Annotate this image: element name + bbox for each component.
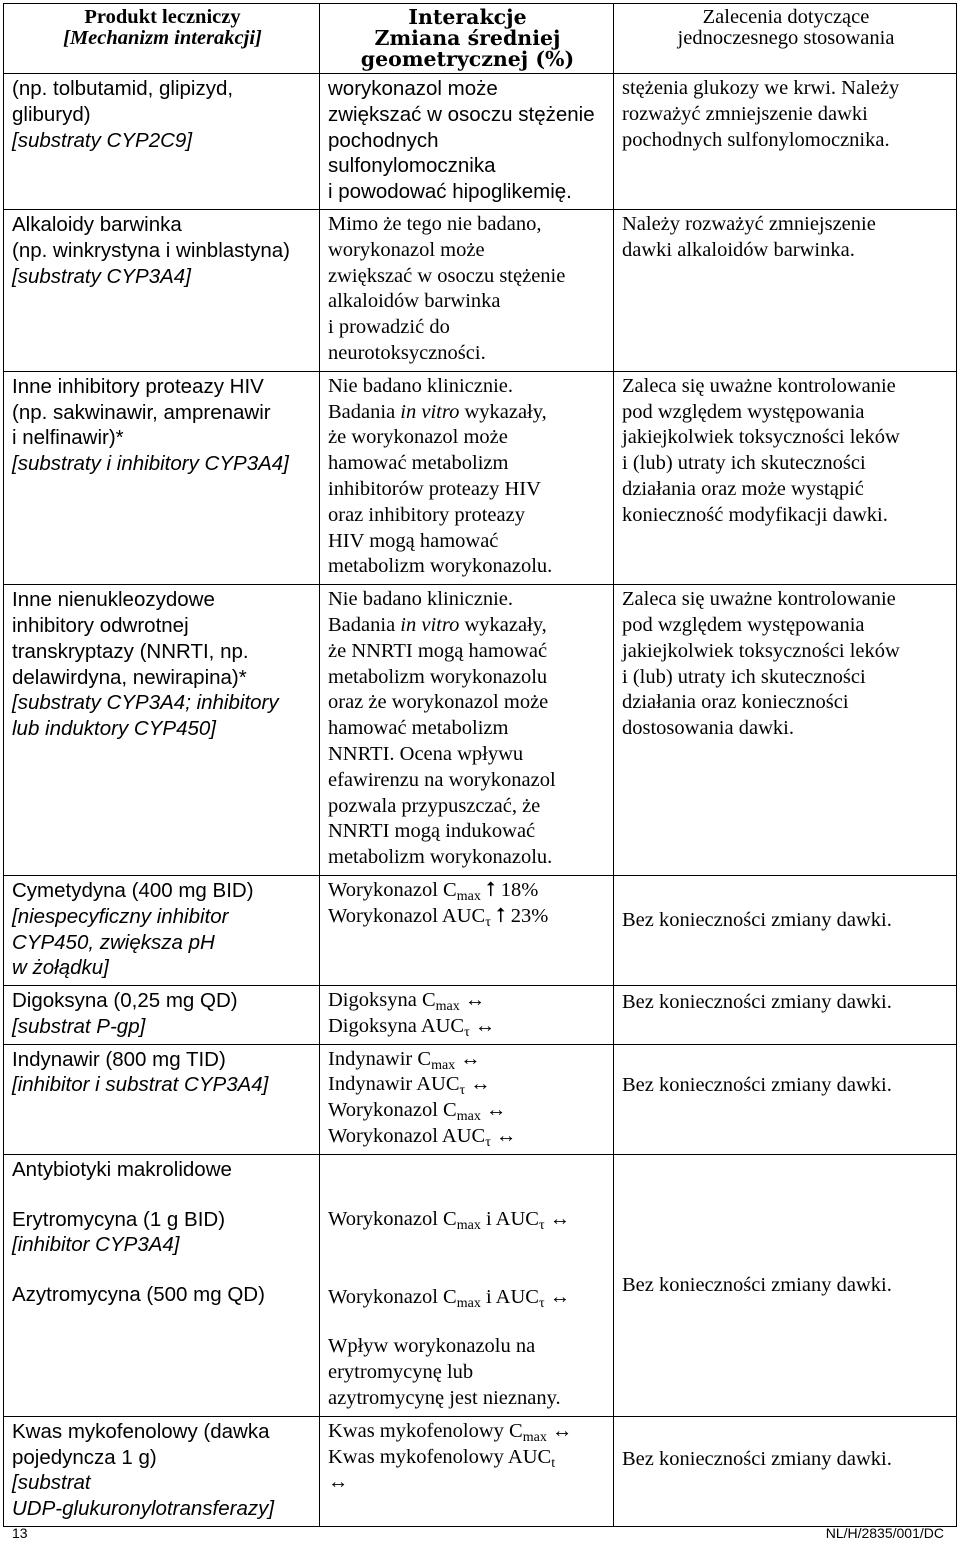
header-product: Produkt leczniczy [Mechanizm interakcji] <box>4 4 320 74</box>
recommendation-cell: Bez konieczności zmiany dawki. <box>614 1154 957 1416</box>
product-cell: Antybiotyki makrolidowe Erytromycyna (1 g BID) [inhibitor CYP3A4] Azytromycyna (500 mg QD) <box>4 1154 320 1416</box>
recommendation-cell: Zaleca się uważne kontrolowanie pod względem występowania jakiejkolwiek toksyczności leków i (lub) utraty ich skuteczności działania oraz może wystąpić konieczność modyfikacji dawki. <box>614 371 957 584</box>
table-row <box>4 1044 957 1154</box>
document-code: NL/H/2835/001/DC <box>825 1525 944 1541</box>
header-recommendations: Zalecenia dotyczące jednoczesnego stosowania <box>614 4 957 74</box>
interaction-cell: worykonazol może zwiększać w osoczu stężenie pochodnych sulfonylomocznika i powodować hipoglikemię. <box>320 74 614 210</box>
interaction-cell: Kwas mykofenolowy Cmax ↔ Kwas mykofenolowy AUCt ↔ <box>320 1416 614 1526</box>
recommendation-cell: Bez konieczności zmiany dawki. <box>614 875 957 985</box>
table-row <box>4 1154 957 1416</box>
product-cell: Inne nienukleozydowe inhibitory odwrotnej transkryptazy (NNRTI, np. delawirdyna, newirapina)* [substraty CYP3A4; inhibitory lub induktory CYP450] <box>4 585 320 876</box>
recommendation-cell: stężenia glukozy we krwi. Należy rozważyć zmniejszenie dawki pochodnych sulfonylomocznika. <box>614 74 957 210</box>
product-cell: Alkaloidy barwinka (np. winkrystyna i winblastyna) [substraty CYP3A4] <box>4 209 320 371</box>
product-cell: Cymetydyna (400 mg BID) [niespecyficzny inhibitor CYP450, zwiększa pH w żołądku] <box>4 875 320 985</box>
recommendation-cell: Zaleca się uważne kontrolowanie pod względem występowania jakiejkolwiek toksyczności leków i (lub) utraty ich skuteczności działania oraz konieczności dostosowania dawki. <box>614 585 957 876</box>
interaction-cell: Digoksyna Cmax ↔ Digoksyna AUCτ ↔ <box>320 986 614 1045</box>
interaction-cell: Worykonazol Cmax ⭡ 18% Worykonazol AUCτ ⭡ 23% <box>320 875 614 985</box>
interactions-table <box>3 3 957 1527</box>
header-interactions: Interakcje Zmiana średniej geometrycznej (%) <box>320 4 614 74</box>
product-cell: (np. tolbutamid, glipizyd, gliburyd) [substraty CYP2C9] <box>4 74 320 210</box>
table-row <box>4 74 957 210</box>
interaction-cell: Worykonazol Cmax i AUCτ ↔ Worykonazol Cmax i AUCτ ↔ Wpływ worykonazolu na erytromycynę lub azytromycynę jest nieznany. <box>320 1154 614 1416</box>
table-row <box>4 371 957 584</box>
table-row <box>4 875 957 985</box>
table-row <box>4 209 957 371</box>
recommendation-cell: Bez konieczności zmiany dawki. <box>614 986 957 1045</box>
interaction-cell: Indynawir Cmax ↔ Indynawir AUCτ ↔ Worykonazol Cmax ↔ Worykonazol AUCτ ↔ <box>320 1044 614 1154</box>
table-row <box>4 986 957 1045</box>
product-cell: Kwas mykofenolowy (dawka pojedyncza 1 g) [substrat UDP-glukuronylotransferazy] <box>4 1416 320 1526</box>
table-header-row <box>4 4 957 74</box>
table-row <box>4 585 957 876</box>
recommendation-cell: Bez konieczności zmiany dawki. <box>614 1044 957 1154</box>
product-cell: Digoksyna (0,25 mg QD) [substrat P-gp] <box>4 986 320 1045</box>
interaction-cell: Nie badano klinicznie. Badania in vitro wykazały, że NNRTI mogą hamować metabolizm worykonazolu oraz że worykonazol może hamować metabolizm NNRTI. Ocena wpływu efawirenzu na worykonazol pozwala przypuszczać, że NNRTI mogą indukować metabolizm worykonazolu. <box>320 585 614 876</box>
interaction-cell: Nie badano klinicznie. Badania in vitro wykazały, że worykonazol może hamować metabolizm inhibitorów proteazy HIV oraz inhibitory proteazy HIV mogą hamować metabolizm worykonazolu. <box>320 371 614 584</box>
product-cell: Inne inhibitory proteazy HIV (np. sakwinawir, amprenawir i nelfinawir)* [substraty i inhibitory CYP3A4] <box>4 371 320 584</box>
recommendation-cell: Bez konieczności zmiany dawki. <box>614 1416 957 1526</box>
recommendation-cell: Należy rozważyć zmniejszenie dawki alkaloidów barwinka. <box>614 209 957 371</box>
page-number: 13 <box>12 1525 28 1541</box>
interaction-cell: Mimo że tego nie badano, worykonazol może zwiększać w osoczu stężenie alkaloidów barwinka i prowadzić do neurotoksyczności. <box>320 209 614 371</box>
table-row <box>4 1416 957 1526</box>
product-cell: Indynawir (800 mg TID) [inhibitor i substrat CYP3A4] <box>4 1044 320 1154</box>
